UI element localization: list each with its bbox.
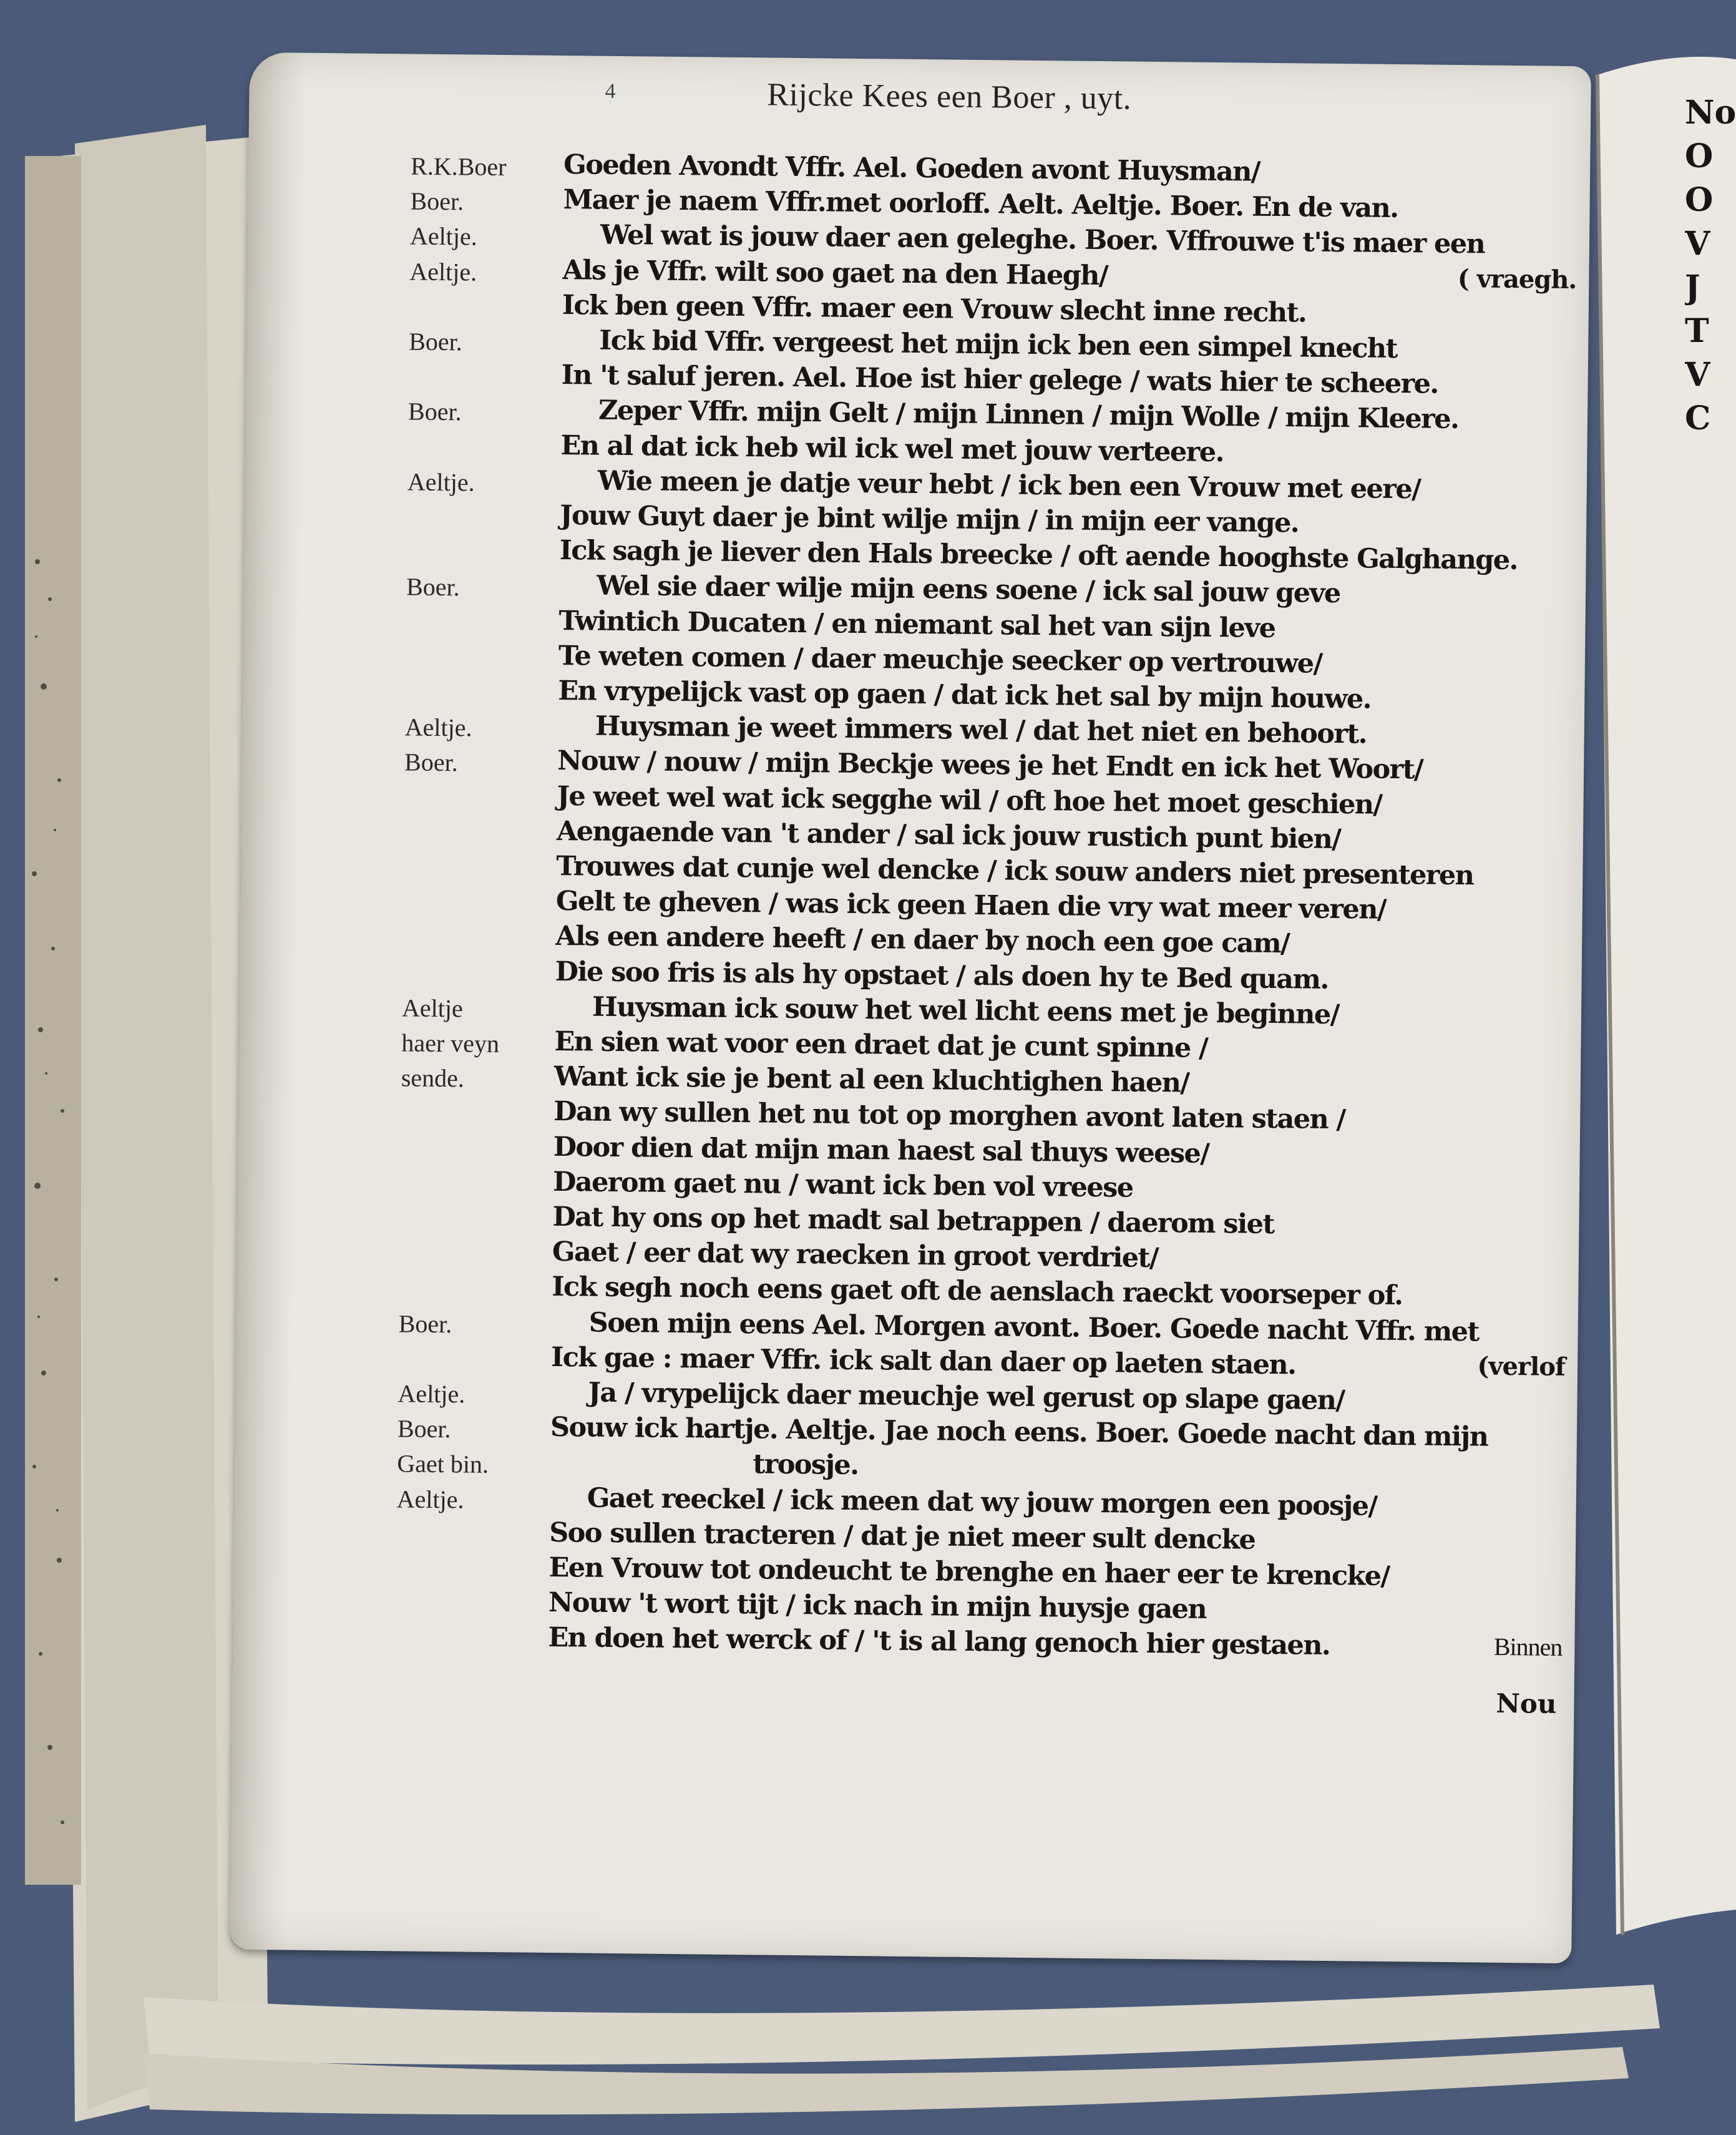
speaker-label [398,1344,529,1345]
speaker-label: Boer. [410,187,464,216]
facing-page-letter: T [1685,312,1709,350]
facing-page-letter: V [1685,225,1710,263]
verse-text: Je weet wel wat ick segghe wil / oft hoe het moet geschien/ [557,780,1382,821]
speaker-label: Boer. [408,327,463,356]
verse-text: Twintich Ducaten / en niemant sal het van sijn leve [558,605,1275,644]
verse-text: Wel wat is jouw daer aen geleghe. Boer. Vffrouwe t'is maer een [600,220,1485,260]
speaker-label [399,1274,530,1275]
speaker-label: Aeltje. [409,257,477,286]
speaker-label [406,642,537,643]
verse-text: Daerom gaet nu / want ick ben vol vreese [552,1166,1133,1204]
speaker-label [400,1203,531,1204]
verse-text: Souw ick hartje. Aeltje. Jae noch eens. Boer. Goede nacht dan mijn [550,1412,1488,1453]
speaker-label [401,1133,532,1135]
verse-text: En al dat ick heb wil ick wel met jouw verteere. [560,429,1224,468]
verse-text: Gaet / eer dat wy raecken in groot verdriet/ [552,1236,1159,1274]
verse-text: Ick segh noch eens gaet oft de aenslach raeckt voorseper of. [552,1271,1403,1312]
verse-text: Gelt te gheven / was ick geen Haen die vry wat meer veren/ [555,886,1387,926]
speaker-label [396,1624,527,1626]
speaker-label: Boer. [397,1414,451,1444]
speaker-label [409,291,540,293]
verse-text: Gaet reeckel / ick meen dat wy jouw morgen een poosje/ [587,1482,1377,1522]
speaker-label [407,502,539,503]
verse-text: Ick ben geen Vffr. maer een Vrouw slecht inne recht. [562,289,1307,329]
speaker-label [400,1168,531,1170]
facing-page-letter: O [1685,181,1714,219]
verse-text: Als een andere heeft / en daer by noch een goe cam/ [555,921,1290,960]
verse-text: Door dien dat mijn man haest sal thuys weese/ [553,1131,1209,1170]
speaker-label [401,1098,532,1100]
verse-text: Huysman je weet immers wel / dat het niet en behoort. [595,710,1367,750]
verse-text: Soen mijn eens Ael. Morgen avont. Boer. Goede nacht Vffr. met [588,1307,1479,1348]
verse-text: Aengaende van 't ander / sal ick jouw rustich punt bien/ [556,815,1341,855]
verse-text: Nouw / nouw / mijn Beckje wees je het Endt en ick het Woort/ [557,745,1423,786]
facing-page-letter: No [1685,94,1736,132]
verse-text: Ja / vrypelijck daer meuchje wel gerust op slape gaen/ [588,1377,1345,1417]
speaker-label [407,537,538,539]
facing-page-letter: J [1685,268,1700,306]
speaker-label: Aeltje [401,994,464,1023]
turnover-text: Binnen [1493,1633,1563,1662]
verse-text: Als je Vffr. wilt soo gaet na den Haegh/ [562,254,1108,291]
speaker-label: sende. [401,1063,465,1093]
verse-text: Wel sie daer wilje mijn eens soene / ick sal jouw geve [596,570,1340,610]
verse-text: Soo sullen tracteren / dat je niet meer sult dencke [549,1517,1256,1556]
speaker-label: Gaet bin. [397,1449,489,1479]
verse-text: Ick bid Vffr. vergeest het mijn ick ben een simpel knecht [598,325,1398,365]
verse-text: Zeper Vffr. mijn Gelt / mijn Linnen / mijn Wolle / mijn Kleere. [598,395,1459,436]
speaker-label [404,853,535,854]
verse-text: Trouwes dat cunje wel dencke / ick souw anders niet presenteren [556,850,1474,892]
verse-text: troosje. [753,1449,859,1482]
speaker-label [404,818,535,819]
folio-mark: 4 [605,79,616,103]
verse-text: Die soo fris is als hy opstaet / als doen hy te Bed quam. [555,955,1329,995]
speaker-label [404,783,535,784]
facing-page-letter: V [1685,356,1710,394]
verse-text: Dan wy sullen het nu tot op morghen avont laten staen / [553,1096,1345,1136]
verse-text: Goeden Avondt Vffr. Ael. Goeden avont Huysman/ [563,149,1261,188]
speaker-label: Aeltje. [404,713,472,742]
speaker-label [399,1239,530,1240]
turnover-text: (verlof [1477,1351,1566,1382]
verse-text: En sien wat voor een draet dat je cunt spinne / [554,1025,1208,1064]
speaker-label: R.K.Boer [410,152,507,182]
speaker-label [402,923,534,924]
verse-text: Ick gae : maer Vffr. ick salt dan daer op laeten staen. [550,1341,1296,1381]
speaker-label: Aeltje. [407,467,475,497]
speaker-label: haer veyn [401,1028,500,1058]
verse-text: En vrypelijck vast op gaen / dat ick het sal by mijn houwe. [558,675,1372,715]
speaker-label [396,1554,527,1555]
facing-page-letter: C [1685,399,1711,437]
facing-page-letter: O [1685,137,1714,175]
running-head: Rijcke Kees een Boer , uyt. [767,77,1132,117]
speaker-label [396,1590,527,1591]
speaker-label [408,432,539,433]
verse-text: Jouw Guyt daer je bint wilje mijn / in mijn eer vange. [560,499,1299,539]
speaker-label: Boer. [406,572,460,602]
book-page [230,52,1591,1963]
speaker-label: Boer. [404,748,458,777]
speaker-label [396,1519,527,1520]
speaker-label: Aeltje. [409,222,477,251]
verse-text: Een Vrouw tot ondeucht te brenghe en haer eer te krencke/ [549,1551,1390,1593]
verse-lines [230,52,1591,1963]
verse-text: Te weten comen / daer meuchje seecker op vertrouwe/ [558,640,1322,680]
speaker-label [406,607,537,608]
facing-page-fragment [1685,94,1736,530]
speaker-label [406,677,537,678]
verse-text: Wie meen je datje veur hebt / ick ben een Vrouw met eere/ [597,465,1421,506]
catchword: Nou [1496,1688,1557,1719]
speaker-label [409,362,540,363]
speaker-label [402,958,534,959]
verse-text: In 't saluf jeren. Ael. Hoe ist hier gelege / wats hier te scheere. [561,359,1439,400]
verse-text: Maer je naem Vffr.met oorloff. Aelt. Aeltje. Boer. En de van. [563,184,1398,225]
speaker-label: Aeltje. [396,1484,464,1514]
speaker-label [403,888,534,889]
verse-text: Nouw 't wort tijt / ick nach in mijn huysje gaen [548,1587,1207,1626]
turnover-text: ( vraegh. [1457,263,1577,295]
verse-text: Dat hy ons op het madt sal betrappen / daerom siet [552,1201,1274,1241]
speaker-label: Aeltje. [397,1379,466,1409]
verse-text: En doen het werck of / 't is al lang genoch hier gestaen. [548,1622,1330,1662]
speaker-label: Boer. [398,1309,452,1338]
verse-text: Want ick sie je bent al een kluchtighen haen/ [553,1061,1189,1099]
verse-text: Huysman ick souw het wel licht eens met je beginne/ [592,991,1340,1030]
speaker-label: Boer. [407,397,462,426]
verse-text: Ick sagh je liever den Hals breecke / oft aende hooghste Galghange. [559,535,1518,577]
